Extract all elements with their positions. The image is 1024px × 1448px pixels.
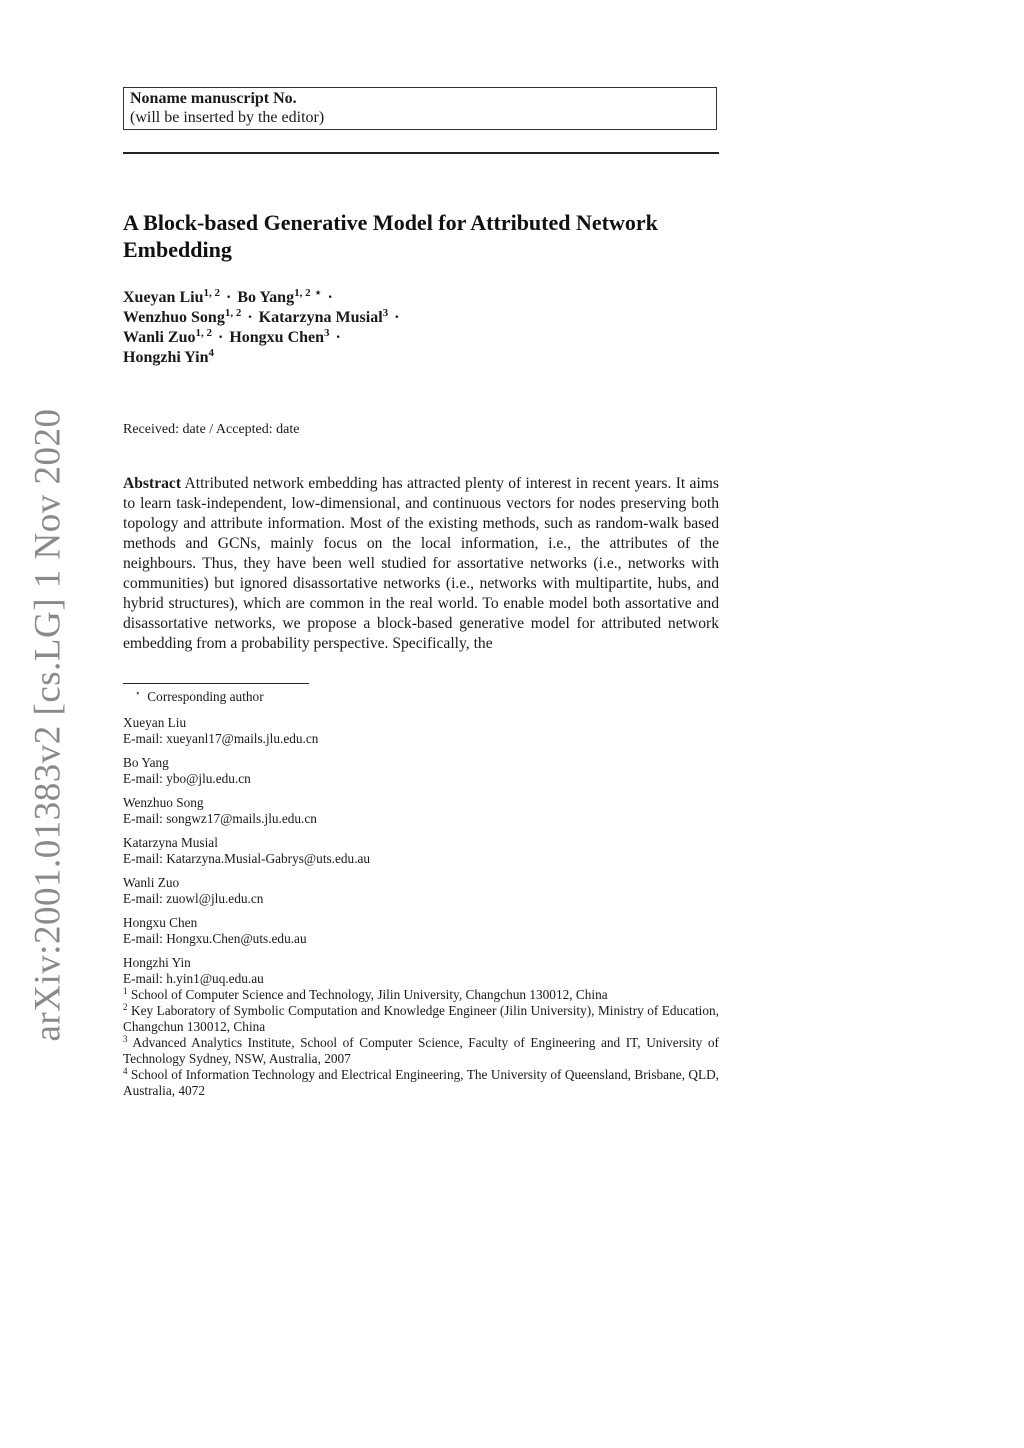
contact-entry [123,955,719,987]
author-separator: · [217,329,224,346]
author-affiliation-sup: 1, 2 [203,287,220,299]
affiliation-number: 1 [123,986,128,996]
contact-name: Bo Yang [123,755,169,770]
author-affiliation-sup: 1, 2 [195,327,212,339]
author-affiliation-sup: 4 [208,347,214,359]
author-affiliation-sup: 3 [382,307,389,319]
corresponding-author-note [123,689,719,705]
affiliation [123,1003,719,1035]
header-rule [123,152,719,154]
contact-name: Hongzhi Yin [123,955,191,970]
contact-entry [123,915,719,947]
contact-name: Wanli Zuo [123,875,180,890]
abstract-label: Abstract [123,475,182,492]
contact-name: Wenzhuo Song [123,795,204,810]
manuscript-number-label: Noname manuscript No. [130,90,297,107]
author-separator: · [247,309,253,326]
affiliation-text: Advanced Analytics Institute, School of Computer Science, Faculty of Engineering and IT, University of Technology Sydney, NSW, Australia, 2007 [123,1035,719,1066]
corresponding-author-mark: ⋆ [314,287,322,299]
author-name: Bo Yang [237,289,295,306]
author-separator: · [394,309,400,326]
contact-entry [123,755,719,787]
author-separator: · [335,329,341,346]
contact-email: E-mail: Katarzyna.Musial-Gabrys@uts.edu.au [123,851,371,866]
footnote-rule [123,683,309,684]
affiliation-number: 4 [123,1066,128,1076]
affiliation [123,1035,719,1067]
contact-email: E-mail: h.yin1@uq.edu.au [123,971,264,986]
author-name: Wenzhuo Song [123,309,225,326]
author-line [123,288,723,308]
author-name: Xueyan Liu [123,289,204,306]
arxiv-identifier-text: arXiv:2001.01383v2 [cs.LG] 1 Nov 2020 [27,408,69,1042]
contact-name: Katarzyna Musial [123,835,218,850]
footnotes [123,689,719,1099]
author-affiliation-sup: 1, 2 [224,307,242,319]
editor-box [123,87,717,130]
author-affiliation-sup: 1, 2 [294,287,311,299]
contact-email: E-mail: zuowl@jlu.edu.cn [123,891,264,906]
author-affiliation-sup: 3 [324,327,330,339]
contact-email: E-mail: ybo@jlu.edu.cn [123,771,251,786]
affiliation-number: 2 [123,1002,128,1012]
paper-title: A Block-based Generative Model for Attributed Network Embedding [123,210,658,262]
contact-email: E-mail: xueyanl17@mails.jlu.edu.cn [123,731,319,746]
corresponding-mark: ⋆ [135,688,141,698]
author-line [123,308,723,328]
contact-entry [123,835,719,867]
contact-email: E-mail: songwz17@mails.jlu.edu.cn [123,811,317,826]
author-name: Katarzyna Musial [258,309,383,326]
affiliation-text: School of Information Technology and Electrical Engineering, The University of Queensland, Brisbane, QLD, Australia, 4072 [123,1067,719,1098]
author-name: Hongxu Chen [229,329,325,346]
affiliation-text: Key Laboratory of Symbolic Computation and Knowledge Engineer (Jilin University), Ministry of Education, Changchun 130012, China [123,1003,719,1034]
contact-entry [123,795,719,827]
affiliation-text: School of Computer Science and Technology, Jilin University, Changchun 130012, China [130,987,608,1002]
author-list [123,288,723,368]
abstract-text: Attributed network embedding has attracted plenty of interest in recent years. It aims to learn task-independent, low-dimensional, and continuous vectors for nodes preserving both topology and attribute information. Most of the existing methods, such as random-walk based methods and GCNs, mainly focus on the local information, i.e., the attributes of the neighbours. Thus, they have been well studied for assortative networks (i.e., networks with communities) but ignored disassortative networks (i.e., networks with multipartite, hubs, and hybrid structures), which are common in the real world. To enable model both assortative and disassortative networks, we propose a block-based generative model for attributed network embedding from a probability perspective. Specifically, the [123,475,719,652]
author-name: Hongzhi Yin [123,349,209,366]
affiliation-number: 3 [123,1034,128,1044]
contact-name: Hongxu Chen [123,915,198,930]
contact-entry [123,715,719,747]
author-separator: · [327,289,333,306]
editor-note: (will be inserted by the editor) [130,109,325,126]
contact-entry [123,875,719,907]
affiliation [123,1067,719,1099]
abstract [123,474,719,654]
author-line [123,328,723,348]
corresponding-label: Corresponding author [147,689,264,704]
author-name: Wanli Zuo [123,329,196,346]
affiliation [123,987,719,1003]
contact-name: Xueyan Liu [123,715,187,730]
author-line [123,348,723,368]
received-accepted-dates: Received: date / Accepted: date [123,422,300,437]
contact-email: E-mail: Hongxu.Chen@uts.edu.au [123,931,307,946]
author-separator: · [225,289,232,306]
